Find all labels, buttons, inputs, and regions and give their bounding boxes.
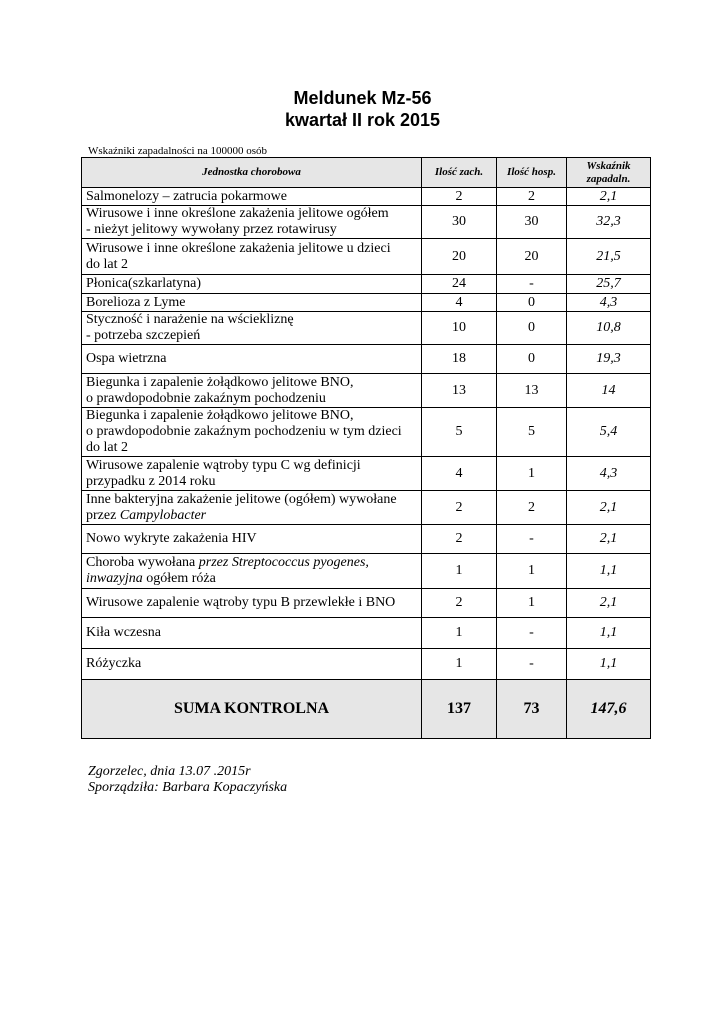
hosp-count: 13 xyxy=(497,374,567,408)
hosp-count: 30 xyxy=(497,206,567,239)
disease-name: Kiła wczesna xyxy=(82,618,422,649)
cases-count: 1 xyxy=(422,554,497,589)
incidence-value: 19,3 xyxy=(567,345,651,374)
table-caption: Wskaźniki zapadalności na 100000 osób xyxy=(88,145,268,157)
cases-count: 1 xyxy=(422,618,497,649)
control-sum-index: 147,6 xyxy=(567,680,651,739)
table-row xyxy=(82,294,651,312)
incidence-value: 1,1 xyxy=(567,649,651,680)
hosp-count: 0 xyxy=(497,312,567,345)
incidence-value: 4,3 xyxy=(567,457,651,491)
disease-name: Różyczka xyxy=(82,649,422,680)
cases-count: 10 xyxy=(422,312,497,345)
disease-name: Salmonelozy – zatrucia pokarmowe xyxy=(82,188,422,206)
control-sum-hosp: 73 xyxy=(497,680,567,739)
table-row xyxy=(82,554,651,589)
table-row xyxy=(82,589,651,618)
disease-name: Biegunka i zapalenie żołądkowo jelitowe BNO, o prawdopodobnie zakaźnym pochodzeniu xyxy=(82,374,422,408)
cases-count: 4 xyxy=(422,457,497,491)
incidence-value: 1,1 xyxy=(567,554,651,589)
disease-name: Styczność i narażenie na wściekliznę - potrzeba szczepień xyxy=(82,312,422,345)
table-header-row xyxy=(82,158,651,188)
header-hospitalized: Ilość hosp. xyxy=(497,158,567,188)
table-row xyxy=(82,618,651,649)
header-disease-unit: Jednostka chorobowa xyxy=(82,158,422,188)
disease-name: Biegunka i zapalenie żołądkowo jelitowe BNO, o prawdopodobnie zakaźnym pochodzeniu w tym dzieci do lat 2 xyxy=(82,408,422,457)
table-row xyxy=(82,408,651,457)
cases-count: 24 xyxy=(422,275,497,294)
incidence-value: 25,7 xyxy=(567,275,651,294)
incidence-value: 10,8 xyxy=(567,312,651,345)
disease-name: Wirusowe i inne określone zakażenia jelitowe ogółem - nieżyt jelitowy wywołany przez rotawirusy xyxy=(82,206,422,239)
hosp-count: 2 xyxy=(497,188,567,206)
hosp-count: - xyxy=(497,275,567,294)
incidence-value: 5,4 xyxy=(567,408,651,457)
incidence-value: 21,5 xyxy=(567,239,651,275)
disease-name: Wirusowe zapalenie wątroby typu B przewlekłe i BNO xyxy=(82,589,422,618)
place-and-date: Zgorzelec, dnia 13.07 .2015r xyxy=(88,764,251,779)
disease-name: Wirusowe zapalenie wątroby typu C wg definicji przypadku z 2014 roku xyxy=(82,457,422,491)
incidence-value: 1,1 xyxy=(567,618,651,649)
disease-name: Inne bakteryjna zakażenie jelitowe (ogółem) wywołane przez Campylobacter xyxy=(82,491,422,525)
header-incidence-index: Wskaźnik zapadaln. xyxy=(567,158,651,188)
disease-name: Ospa wietrzna xyxy=(82,345,422,374)
hosp-count: - xyxy=(497,618,567,649)
incidence-value: 32,3 xyxy=(567,206,651,239)
hosp-count: 20 xyxy=(497,239,567,275)
table-row xyxy=(82,275,651,294)
table-row xyxy=(82,491,651,525)
table-row xyxy=(82,239,651,275)
cases-count: 5 xyxy=(422,408,497,457)
table-row xyxy=(82,206,651,239)
incidence-value: 2,1 xyxy=(567,525,651,554)
cases-count: 20 xyxy=(422,239,497,275)
report-period: kwartał II rok 2015 xyxy=(284,110,441,130)
table-row xyxy=(82,374,651,408)
report-title: Meldunek Mz-56 xyxy=(293,88,432,108)
cases-count: 2 xyxy=(422,525,497,554)
disease-name: Płonica(szkarlatyna) xyxy=(82,275,422,294)
hosp-count: 1 xyxy=(497,457,567,491)
hosp-count: 0 xyxy=(497,345,567,374)
hosp-count: 5 xyxy=(497,408,567,457)
cases-count: 2 xyxy=(422,188,497,206)
hosp-count: - xyxy=(497,649,567,680)
cases-count: 1 xyxy=(422,649,497,680)
table-row xyxy=(82,188,651,206)
control-sum-cases: 137 xyxy=(422,680,497,739)
hosp-count: 0 xyxy=(497,294,567,312)
disease-name: Borelioza z Lyme xyxy=(82,294,422,312)
hosp-count: 1 xyxy=(497,554,567,589)
incidence-table xyxy=(81,157,651,739)
cases-count: 13 xyxy=(422,374,497,408)
disease-name: Wirusowe i inne określone zakażenia jelitowe u dzieci do lat 2 xyxy=(82,239,422,275)
cases-count: 18 xyxy=(422,345,497,374)
control-sum-label: SUMA KONTROLNA xyxy=(82,680,422,739)
cases-count: 2 xyxy=(422,491,497,525)
incidence-value: 2,1 xyxy=(567,188,651,206)
prepared-by: Sporządziła: Barbara Kopaczyńska xyxy=(88,780,288,795)
control-sum-row xyxy=(82,680,651,739)
incidence-value: 14 xyxy=(567,374,651,408)
disease-name: Nowo wykryte zakażenia HIV xyxy=(82,525,422,554)
hosp-count: - xyxy=(497,525,567,554)
hosp-count: 1 xyxy=(497,589,567,618)
incidence-value: 2,1 xyxy=(567,589,651,618)
incidence-value: 2,1 xyxy=(567,491,651,525)
table-row xyxy=(82,345,651,374)
table-row xyxy=(82,649,651,680)
table-row xyxy=(82,525,651,554)
incidence-value: 4,3 xyxy=(567,294,651,312)
header-cases: Ilość zach. xyxy=(422,158,497,188)
cases-count: 2 xyxy=(422,589,497,618)
disease-name: Choroba wywołana przez Streptococcus pyogenes, inwazyjna ogółem róża xyxy=(82,554,422,589)
table-row xyxy=(82,457,651,491)
cases-count: 30 xyxy=(422,206,497,239)
hosp-count: 2 xyxy=(497,491,567,525)
cases-count: 4 xyxy=(422,294,497,312)
table-row xyxy=(82,312,651,345)
